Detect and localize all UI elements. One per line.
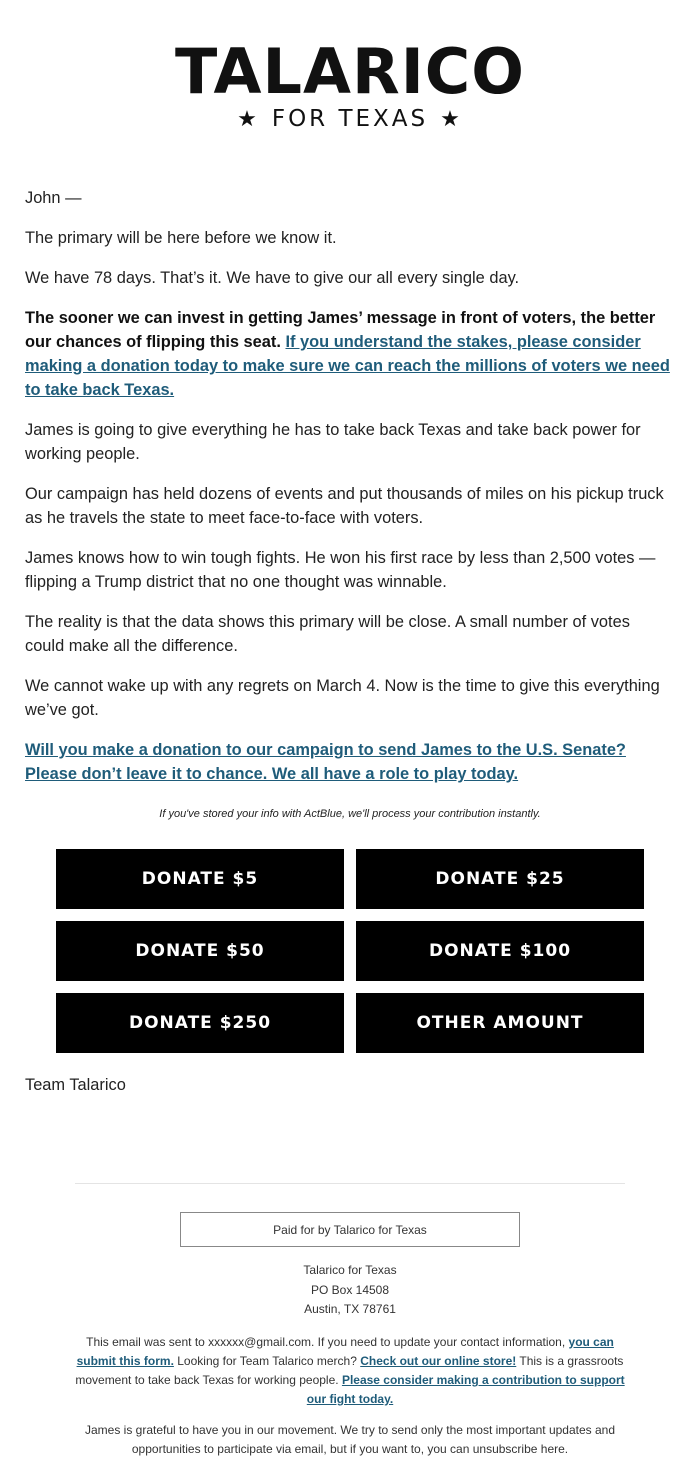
- paragraph-4: James is going to give everything he has to take back Texas and take back power for working people.: [25, 421, 641, 463]
- donate-5-button[interactable]: DONATE $5: [56, 849, 344, 909]
- logo-subtitle: FOR TEXAS: [271, 106, 429, 132]
- update-contact-link[interactable]: you can submit this form.: [76, 1335, 614, 1368]
- footer-divider: [75, 1183, 625, 1184]
- star-icon: ★: [440, 106, 463, 132]
- grassroots-text: This is a grassroots movement to take back Texas for working people.: [75, 1354, 624, 1387]
- paragraph-1: The primary will be here before we know it.: [25, 229, 337, 247]
- footer-paragraph-1: [75, 1333, 625, 1409]
- sent-to-text: This email was sent to xxxxxx@gmail.com. If you need to update your contact information,: [86, 1335, 566, 1349]
- merch-text: Looking for Team Talarico merch?: [177, 1354, 357, 1368]
- address-line-1: Talarico for Texas: [303, 1263, 397, 1277]
- star-icon: ★: [237, 106, 260, 132]
- footer-text: [75, 1333, 625, 1471]
- paid-for-box: Paid for by Talarico for Texas: [180, 1212, 520, 1247]
- greeting: John —: [25, 189, 82, 207]
- paragraph-3-bold: The sooner we can invest in getting James’ message in front of voters, the better our chances of flipping this seat.: [25, 309, 656, 351]
- mailing-address: [0, 1261, 700, 1320]
- donation-link-senate[interactable]: Will you make a donation to our campaign to send James to the U.S. Senate? Please don’t leave it to chance. We all have a role to play today.: [25, 741, 626, 783]
- donation-link-stakes[interactable]: If you understand the stakes, please consider making a donation today to make sure we can reach the millions of voters we need to take back Texas.: [25, 333, 670, 399]
- paragraph-2: We have 78 days. That’s it. We have to give our all every single day.: [25, 269, 520, 287]
- signoff: Team Talarico: [25, 1076, 126, 1094]
- donate-25-button[interactable]: DONATE $25: [356, 849, 644, 909]
- actblue-note: If you've stored your info with ActBlue, we'll process your contribution instantly.: [159, 808, 541, 820]
- paragraph-3: [25, 306, 670, 402]
- donate-50-button[interactable]: DONATE $50: [56, 921, 344, 981]
- donate-button-grid: [56, 849, 644, 1053]
- footer-donate-link[interactable]: Please consider making a contribution to support our fight today.: [306, 1373, 625, 1406]
- unsubscribe-paragraph: James is grateful to have you in our movement. We try to send only the most important updates and opportunities to participate via email, but if you want to, you can unsubscribe here.: [84, 1423, 616, 1456]
- logo-title: TALARICO: [175, 35, 525, 108]
- paragraph-9: [25, 738, 670, 786]
- address-line-2: PO Box 14508: [310, 1282, 390, 1297]
- paragraph-5: Our campaign has held dozens of events and put thousands of miles on his pickup truck as he travels the state to meet face-to-face with voters.: [25, 485, 664, 527]
- address-line-3: Austin, TX 78761: [304, 1302, 396, 1316]
- email-body: [25, 186, 670, 802]
- campaign-logo: [0, 35, 700, 132]
- paragraph-8: We cannot wake up with any regrets on March 4. Now is the time to give this everything we’ve got.: [25, 677, 660, 719]
- other-amount-button[interactable]: OTHER AMOUNT: [356, 993, 644, 1053]
- online-store-link[interactable]: Check out our online store!: [360, 1354, 517, 1368]
- logo-subtitle-row: [0, 106, 700, 132]
- paragraph-6: James knows how to win tough fights. He won his first race by less than 2,500 votes — flipping a Trump district that no one thought was winnable.: [25, 549, 656, 591]
- donate-100-button[interactable]: DONATE $100: [356, 921, 644, 981]
- paragraph-7: The reality is that the data shows this primary will be close. A small number of votes could make all the difference.: [25, 613, 630, 655]
- donate-250-button[interactable]: DONATE $250: [56, 993, 344, 1053]
